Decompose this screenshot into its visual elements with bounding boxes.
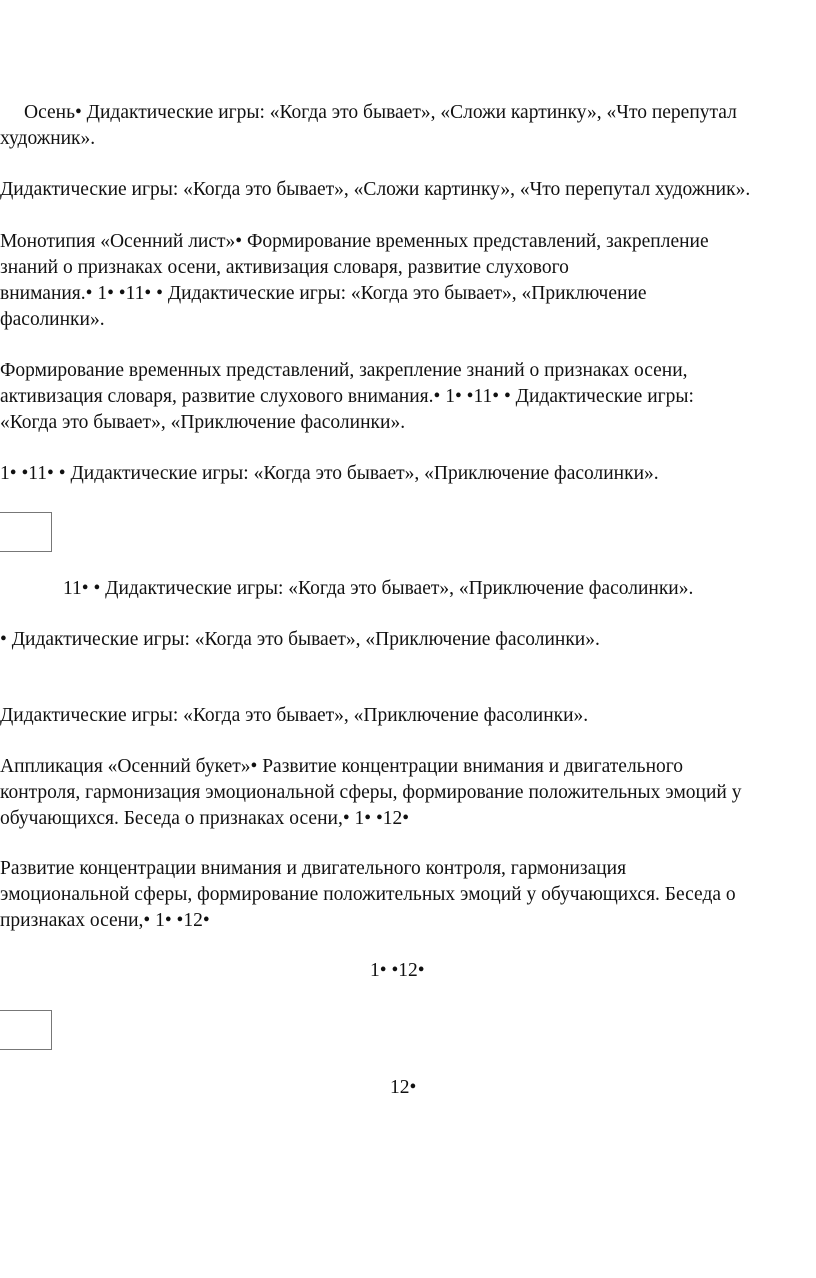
text-line: Осень• Дидактические игры: «Когда это бывает», «Сложи картинку», «Что перепутал — [24, 102, 737, 123]
text-line: активизация словаря, развитие слухового внимания.• 1• •11• • Дидактические игры: — [0, 386, 694, 407]
text-line: художник». — [0, 128, 96, 149]
paragraph-games-11 — [63, 576, 693, 602]
fragment-1-12 — [370, 958, 425, 984]
paragraph-games-bullet — [0, 627, 600, 653]
text-line: эмоциональной сферы, формирование положительных эмоций у обучающихся. Беседа о — [0, 884, 736, 905]
paragraph-applique-autumn-bouquet — [0, 754, 741, 832]
paragraph-concentration-development — [0, 856, 736, 934]
text-line: Монотипия «Осенний лист»• Формирование временных представлений, закрепление — [0, 231, 709, 252]
paragraph-time-concepts — [0, 358, 694, 436]
text-line: признаках осени,• 1• •12• — [0, 910, 210, 931]
paragraph-didactic-games — [0, 177, 750, 203]
text-line: 11• • Дидактические игры: «Когда это бывает», «Приключение фасолинки». — [63, 578, 694, 599]
text-line: фасолинки». — [0, 309, 105, 330]
text-line: обучающихся. Беседа о признаках осени,• 1• •12• — [0, 808, 410, 829]
text-line: «Когда это бывает», «Приключение фасолинки». — [0, 412, 406, 433]
paragraph-monotype-autumn-leaf — [0, 229, 709, 333]
paragraph-games-plain — [0, 703, 588, 729]
text-line: Аппликация «Осенний букет»• Развитие концентрации внимания и двигательного — [0, 756, 684, 777]
text-line: Дидактические игры: «Когда это бывает», «Приключение фасолинки». — [0, 705, 589, 726]
text-line: 1• •12• — [370, 960, 425, 981]
text-line: 12• — [390, 1077, 417, 1098]
text-line: Дидактические игры: «Когда это бывает», «Сложи картинку», «Что перепутал художник». — [0, 179, 751, 200]
text-line: 1• •11• • Дидактические игры: «Когда это бывает», «Приключение фасолинки». — [0, 463, 659, 484]
text-line: контроля, гармонизация эмоциональной сферы, формирование положительных эмоций у — [0, 782, 742, 803]
paragraph-numbered-games — [0, 461, 659, 487]
text-line: Развитие концентрации внимания и двигательного контроля, гармонизация — [0, 858, 627, 879]
text-line: внимания.• 1• •11• • Дидактические игры: «Когда это бывает», «Приключение — [0, 283, 647, 304]
empty-cell-box — [0, 512, 52, 552]
text-line: знаний о признаках осени, активизация словаря, развитие слухового — [0, 257, 569, 278]
text-line: • Дидактические игры: «Когда это бывает», «Приключение фасолинки». — [0, 629, 600, 650]
empty-cell-box — [0, 1010, 52, 1050]
fragment-12 — [390, 1075, 416, 1101]
paragraph-autumn-games — [0, 100, 737, 152]
text-line: Формирование временных представлений, закрепление знаний о признаках осени, — [0, 360, 688, 381]
